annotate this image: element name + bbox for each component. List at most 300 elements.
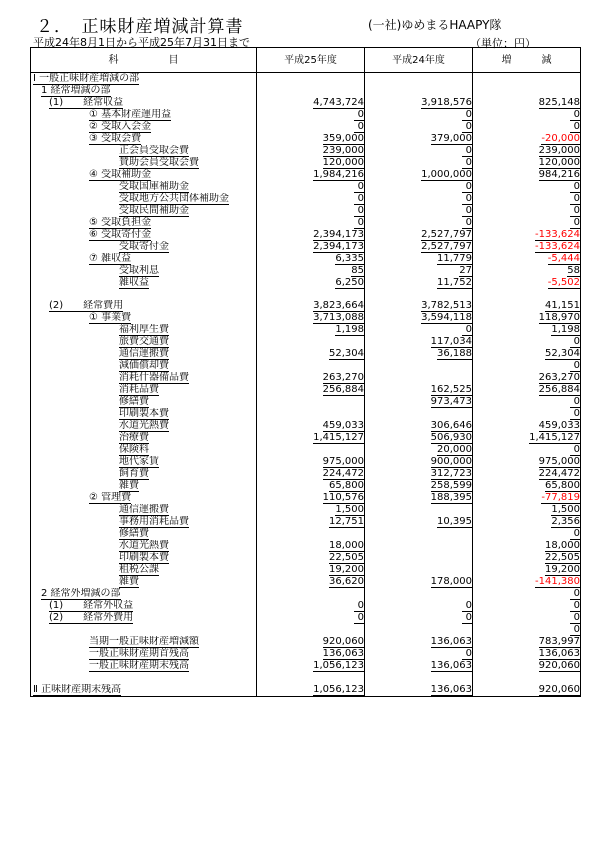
account-label-cell: [31, 444, 257, 456]
prior-year-value: 0: [462, 110, 472, 121]
prior-year-value: 306,646: [430, 420, 472, 432]
current-year-value-cell: [257, 169, 365, 181]
change-value: 0: [570, 409, 580, 420]
account-label-cell: [31, 504, 257, 516]
table-row: [31, 109, 581, 121]
current-year-value-cell: [257, 253, 365, 265]
currency-unit: （単位：円）: [470, 37, 536, 50]
change-value-cell: [473, 396, 581, 408]
current-year-value: 136,063: [322, 648, 364, 660]
account-label: 雑費: [119, 576, 139, 588]
account-label: 治療費: [119, 432, 149, 444]
table-row: [31, 312, 581, 324]
current-year-value: 4,743,724: [313, 97, 364, 108]
table-row: [31, 444, 581, 456]
prior-year-value-cell: [365, 672, 473, 683]
current-year-value-cell: [257, 265, 365, 277]
prior-year-value: 0: [462, 218, 472, 229]
header-account-title: 科 目: [31, 48, 257, 73]
prior-year-value: 162,525: [430, 384, 472, 396]
account-label-cell: [31, 492, 257, 504]
change-value-cell: [473, 372, 581, 384]
account-label-cell: [31, 85, 257, 97]
current-year-value: 975,000: [322, 456, 364, 468]
current-year-value-cell: [257, 73, 365, 86]
current-year-value: 359,000: [322, 133, 364, 144]
change-value-cell: [473, 289, 581, 300]
prior-year-value-cell: [365, 528, 473, 540]
prior-year-value-cell: [365, 336, 473, 348]
prior-year-value: 0: [462, 601, 472, 612]
prior-year-value-cell: [365, 600, 473, 612]
current-year-value-cell: [257, 133, 365, 145]
account-label-cell: [31, 289, 257, 300]
current-year-value: 0: [354, 194, 364, 205]
header-current-year: 平成25年度: [257, 48, 365, 73]
current-year-value-cell: [257, 241, 365, 253]
current-year-value: 0: [354, 182, 364, 193]
account-label-cell: [31, 312, 257, 324]
prior-year-value-cell: [365, 660, 473, 672]
prior-year-value-cell: [365, 289, 473, 300]
account-label-cell: [31, 540, 257, 552]
table-row: [31, 121, 581, 133]
change-value: 239,000: [538, 145, 580, 156]
prior-year-value-cell: [365, 205, 473, 217]
table-row: [31, 420, 581, 432]
account-label: 通信運搬費: [119, 348, 169, 360]
account-label-cell: [31, 157, 257, 169]
current-year-value-cell: [257, 97, 365, 109]
prior-year-value-cell: [365, 456, 473, 468]
table-row: [31, 456, 581, 468]
prior-year-value: 3,918,576: [421, 97, 472, 108]
change-value: 136,063: [538, 648, 580, 660]
prior-year-value: 0: [462, 182, 472, 193]
prior-year-value-cell: [365, 516, 473, 528]
prior-year-value-cell: [365, 576, 473, 588]
account-label: 事務用消耗品費: [119, 516, 189, 528]
table-row: [31, 205, 581, 217]
prior-year-value-cell: [365, 360, 473, 372]
prior-year-value: 312,723: [430, 468, 472, 480]
prior-year-value-cell: [365, 193, 473, 205]
table-row: [31, 97, 581, 109]
prior-year-value-cell: [365, 121, 473, 133]
account-label-cell: [31, 205, 257, 217]
change-value: 920,060: [538, 660, 580, 672]
account-label: 一般正味財産期首残高: [89, 648, 189, 660]
change-value-cell: [473, 193, 581, 205]
current-year-value: 22,505: [329, 552, 364, 564]
prior-year-value-cell: [365, 384, 473, 396]
account-label: 一般正味財産期末残高: [89, 660, 189, 672]
change-value-cell: [473, 636, 581, 648]
change-value-cell: [473, 121, 581, 133]
current-year-value: 85: [351, 265, 364, 276]
account-label-cell: [31, 265, 257, 277]
account-label: 福利厚生費: [119, 324, 169, 336]
change-value: 0: [570, 445, 580, 456]
account-label: ③ 受取会費: [89, 133, 142, 144]
account-label-cell: [31, 420, 257, 432]
prior-year-value: 0: [462, 613, 472, 624]
table-row: [31, 145, 581, 157]
account-label-cell: [31, 193, 257, 205]
current-year-value: 110,576: [322, 492, 364, 504]
prior-year-value-cell: [365, 277, 473, 289]
current-year-value: 3,713,088: [313, 312, 364, 324]
change-value-cell: [473, 85, 581, 97]
table-row: [31, 217, 581, 229]
table-row: [31, 516, 581, 528]
current-year-value-cell: [257, 289, 365, 300]
account-label-cell: [31, 408, 257, 420]
table-row: [31, 432, 581, 444]
change-value: 18,000: [545, 540, 580, 552]
account-label: 修繕費: [119, 396, 149, 408]
current-year-value: 1,056,123: [313, 683, 364, 695]
account-label-cell: [31, 300, 257, 312]
change-value-cell: [473, 181, 581, 193]
current-year-value-cell: [257, 384, 365, 396]
account-label-cell: [31, 181, 257, 193]
account-label: Ⅱ 正味財産期末残高: [33, 683, 122, 695]
table-row: [31, 193, 581, 205]
change-value-cell: [473, 97, 581, 109]
prior-year-value-cell: [365, 85, 473, 97]
prior-year-value-cell: [365, 684, 473, 697]
account-label-cell: [31, 576, 257, 588]
change-value-cell: [473, 516, 581, 528]
current-year-value: 239,000: [322, 145, 364, 156]
table-row: [31, 684, 581, 697]
prior-year-value-cell: [365, 241, 473, 253]
prior-year-value: 900,000: [430, 456, 472, 468]
current-year-value: 263,270: [322, 372, 364, 384]
account-label: (2) 経常外費用: [49, 612, 134, 624]
current-year-value: 256,884: [322, 384, 364, 396]
change-value: 118,970: [538, 312, 580, 324]
current-year-value-cell: [257, 540, 365, 552]
change-value-cell: [473, 384, 581, 396]
account-label-cell: [31, 372, 257, 384]
table-row: [31, 265, 581, 277]
account-label-cell: [31, 672, 257, 683]
table-row: [31, 169, 581, 181]
account-label: 賛助会員受取会費: [119, 157, 199, 168]
prior-year-value-cell: [365, 109, 473, 121]
prior-year-value: 2,527,797: [421, 229, 472, 240]
change-value: 256,884: [538, 384, 580, 396]
header-change: 増 減: [473, 48, 581, 73]
change-value-cell: [473, 540, 581, 552]
prior-year-value-cell: [365, 540, 473, 552]
prior-year-value: 10,395: [437, 516, 472, 528]
current-year-value: 1,984,216: [313, 169, 364, 180]
change-value: -141,380: [535, 576, 580, 588]
current-year-value: 1,056,123: [313, 660, 364, 672]
account-label: 印刷製本費: [119, 552, 169, 564]
prior-year-value: 3,782,513: [421, 300, 472, 312]
change-value: -5,502: [547, 277, 580, 288]
current-year-value: 0: [354, 122, 364, 133]
change-value: 65,800: [545, 480, 580, 492]
prior-year-value-cell: [365, 157, 473, 169]
account-label-cell: [31, 348, 257, 360]
prior-year-value-cell: [365, 181, 473, 193]
account-label-cell: [31, 648, 257, 660]
current-year-value: 6,250: [335, 277, 364, 288]
prior-year-value-cell: [365, 145, 473, 157]
prior-year-value: 258,599: [430, 480, 472, 492]
current-year-value-cell: [257, 468, 365, 480]
change-value-cell: [473, 528, 581, 540]
change-value: 1,198: [551, 324, 580, 336]
current-year-value-cell: [257, 217, 365, 229]
change-value-cell: [473, 217, 581, 229]
account-label-cell: [31, 600, 257, 612]
account-label: 1 経常増減の部: [41, 85, 111, 96]
prior-year-value: 0: [462, 122, 472, 133]
account-label-cell: [31, 277, 257, 289]
change-value-cell: [473, 348, 581, 360]
current-year-value-cell: [257, 145, 365, 157]
prior-year-value: 20,000: [437, 444, 472, 456]
current-year-value-cell: [257, 492, 365, 504]
account-label: 正会員受取会費: [119, 145, 189, 156]
account-label: 水道光熱費: [119, 420, 169, 432]
current-year-value-cell: [257, 672, 365, 683]
account-label: 受取寄付金: [119, 241, 169, 252]
prior-year-value: 0: [462, 325, 472, 336]
account-label: 雑収益: [119, 277, 149, 288]
change-value-cell: [473, 360, 581, 372]
prior-year-value: 973,473: [430, 396, 472, 408]
prior-year-value-cell: [365, 480, 473, 492]
change-value-cell: [473, 324, 581, 336]
current-year-value: 0: [354, 218, 364, 229]
current-year-value-cell: [257, 157, 365, 169]
change-value: -77,819: [541, 492, 580, 504]
current-year-value-cell: [257, 684, 365, 697]
account-label: 2 経常外増減の部: [41, 588, 121, 600]
account-label: 雑費: [119, 480, 139, 492]
prior-year-value: 2,527,797: [421, 241, 472, 252]
table-row: [31, 229, 581, 241]
current-year-value-cell: [257, 504, 365, 516]
current-year-value: 2,394,173: [313, 241, 364, 252]
current-year-value-cell: [257, 408, 365, 420]
prior-year-value-cell: [365, 468, 473, 480]
current-year-value-cell: [257, 181, 365, 193]
current-year-value-cell: [257, 396, 365, 408]
change-value-cell: [473, 576, 581, 588]
change-value: 0: [570, 194, 580, 205]
table-row: [31, 492, 581, 504]
current-year-value: 459,033: [322, 420, 364, 432]
change-value-cell: [473, 300, 581, 312]
current-year-value: 1,500: [335, 504, 364, 516]
change-value: 224,472: [538, 468, 580, 480]
account-label-cell: [31, 684, 257, 697]
table-row: [31, 468, 581, 480]
account-label-cell: [31, 336, 257, 348]
table-row: [31, 181, 581, 193]
table-row: [31, 253, 581, 265]
change-value-cell: [473, 684, 581, 697]
prior-year-value: 0: [462, 206, 472, 217]
change-value: -5,444: [547, 253, 580, 264]
account-label: 修繕費: [119, 528, 149, 540]
current-year-value-cell: [257, 205, 365, 217]
table-row: [31, 612, 581, 624]
current-year-value-cell: [257, 312, 365, 324]
account-label: ② 受取入会金: [89, 121, 152, 132]
account-label-cell: [31, 384, 257, 396]
prior-year-value: 36,188: [437, 348, 472, 360]
current-year-value: 224,472: [322, 468, 364, 480]
prior-year-value: 11,779: [437, 253, 472, 264]
current-year-value: 0: [354, 613, 364, 624]
current-year-value: 6,335: [335, 253, 364, 264]
prior-year-value: 11,752: [437, 277, 472, 288]
account-label: ④ 受取補助金: [89, 169, 152, 180]
prior-year-value-cell: [365, 420, 473, 432]
organization-name: (一社)ゆめまるHAAPY隊: [368, 18, 502, 32]
account-label: ① 基本財産運用益: [89, 109, 172, 120]
prior-year-value: 178,000: [430, 576, 472, 588]
prior-year-value-cell: [365, 408, 473, 420]
change-value-cell: [473, 265, 581, 277]
account-label: 受取利息: [119, 265, 159, 276]
account-label: 受取地方公共団体補助金: [119, 193, 229, 204]
table-row: [31, 540, 581, 552]
change-value-cell: [473, 564, 581, 576]
change-value: 920,060: [538, 683, 580, 695]
account-label-cell: [31, 360, 257, 372]
table-row: [31, 564, 581, 576]
statement-body: [31, 73, 581, 697]
table-row: [31, 289, 581, 300]
table-row: [31, 277, 581, 289]
account-label: ① 事業費: [89, 312, 132, 324]
change-value: 459,033: [538, 420, 580, 432]
account-label-cell: [31, 217, 257, 229]
current-year-value-cell: [257, 600, 365, 612]
change-value-cell: [473, 444, 581, 456]
change-value: 0: [570, 337, 580, 348]
current-year-value-cell: [257, 109, 365, 121]
prior-year-value-cell: [365, 432, 473, 444]
account-label-cell: [31, 456, 257, 468]
prior-year-value-cell: [365, 564, 473, 576]
prior-year-value-cell: [365, 133, 473, 145]
document-title: ２． 正味財産増減計算書: [36, 17, 244, 37]
change-value: -20,000: [541, 133, 580, 144]
prior-year-value: 379,000: [430, 133, 472, 144]
change-value: 783,997: [538, 636, 580, 648]
current-year-value-cell: [257, 624, 365, 636]
account-label-cell: [31, 636, 257, 648]
change-value-cell: [473, 648, 581, 660]
account-label-cell: [31, 169, 257, 181]
account-label-cell: [31, 133, 257, 145]
prior-year-value: 188,395: [430, 492, 472, 504]
prior-year-value: 0: [462, 649, 472, 660]
prior-year-value-cell: [365, 636, 473, 648]
current-year-value-cell: [257, 516, 365, 528]
change-value-cell: [473, 660, 581, 672]
change-value-cell: [473, 133, 581, 145]
change-value: 0: [570, 361, 580, 372]
table-row: [31, 648, 581, 660]
account-label: ⑦ 雑収益: [89, 253, 132, 264]
account-label-cell: [31, 624, 257, 636]
change-value-cell: [473, 253, 581, 265]
account-label: 受取民間補助金: [119, 205, 189, 216]
prior-year-value-cell: [365, 372, 473, 384]
current-year-value-cell: [257, 552, 365, 564]
change-value-cell: [473, 229, 581, 241]
account-label: (1) 経常外収益: [49, 600, 134, 612]
change-value: 984,216: [538, 169, 580, 180]
change-value: 19,200: [545, 564, 580, 576]
account-label-cell: [31, 432, 257, 444]
account-label-cell: [31, 564, 257, 576]
change-value-cell: [473, 468, 581, 480]
change-value-cell: [473, 492, 581, 504]
change-value-cell: [473, 672, 581, 683]
prior-year-value-cell: [365, 552, 473, 564]
table-row: [31, 504, 581, 516]
table-row: [31, 384, 581, 396]
account-label-cell: [31, 468, 257, 480]
current-year-value: 3,823,664: [313, 300, 364, 312]
table-row: [31, 480, 581, 492]
change-value: 0: [570, 601, 580, 612]
current-year-value-cell: [257, 336, 365, 348]
table-row: [31, 324, 581, 336]
current-year-value-cell: [257, 432, 365, 444]
change-value: -133,624: [535, 229, 580, 240]
account-label-cell: [31, 660, 257, 672]
change-value: 41,151: [545, 300, 580, 312]
change-value-cell: [473, 157, 581, 169]
current-year-value-cell: [257, 229, 365, 241]
change-value-cell: [473, 432, 581, 444]
prior-year-value: 0: [462, 158, 472, 169]
table-row: [31, 552, 581, 564]
table-row: [31, 73, 581, 86]
current-year-value-cell: [257, 348, 365, 360]
change-value: 0: [570, 529, 580, 540]
current-year-value-cell: [257, 648, 365, 660]
account-label: 印刷製本費: [119, 408, 169, 420]
change-value: 58: [567, 265, 580, 276]
current-year-value-cell: [257, 612, 365, 624]
prior-year-value: 27: [459, 265, 472, 276]
account-label: 消耗品費: [119, 384, 159, 396]
account-label-cell: [31, 396, 257, 408]
change-value: 0: [570, 218, 580, 229]
change-value-cell: [473, 205, 581, 217]
account-label-cell: [31, 109, 257, 121]
change-value: 0: [570, 397, 580, 408]
account-label: 地代家賃: [119, 456, 159, 468]
change-value: 0: [570, 122, 580, 133]
account-label-cell: [31, 73, 257, 86]
